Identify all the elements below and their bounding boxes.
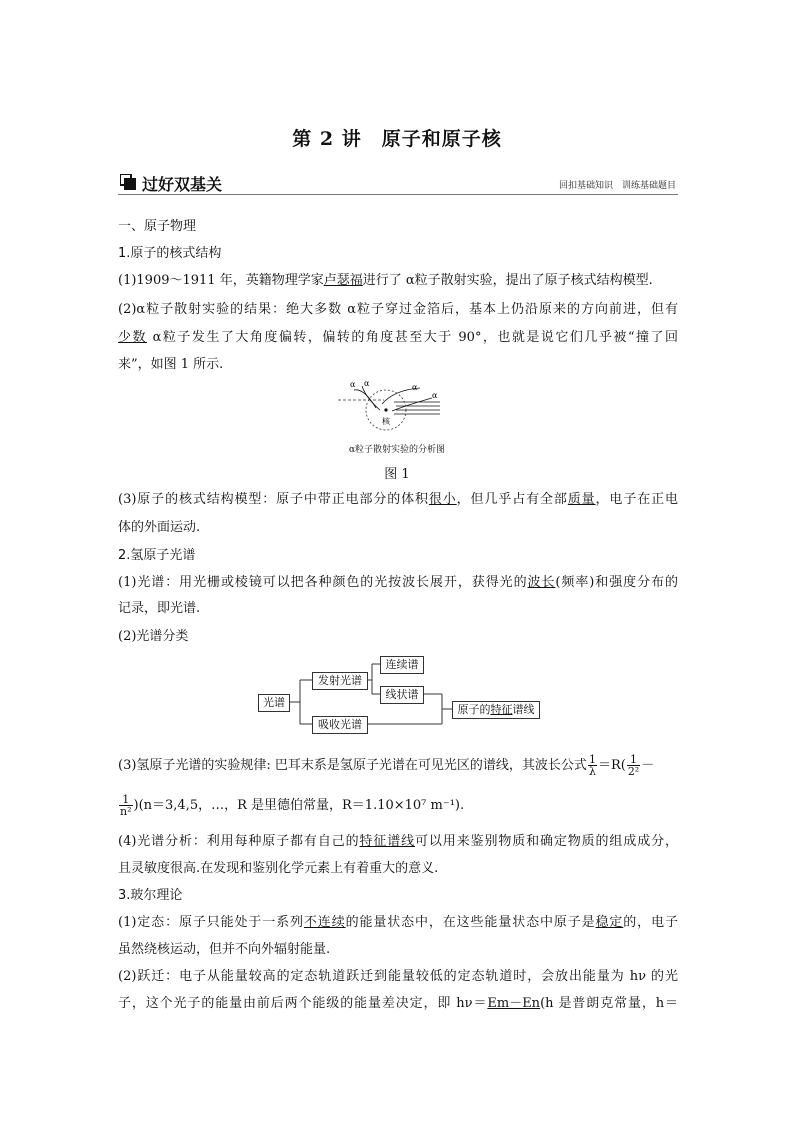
underlined-answer: 波长 xyxy=(527,575,556,590)
underlined-answer: 稳定 xyxy=(595,915,624,930)
numerator: 1 xyxy=(119,794,133,806)
fraction-one-over-n-squared xyxy=(119,794,133,817)
underlined-answer: 很小 xyxy=(428,492,457,507)
denominator: n² xyxy=(120,805,132,818)
tree-node-line: 线状谱 xyxy=(380,686,424,704)
denominator: λ xyxy=(588,765,596,778)
paragraph-8-line-1 xyxy=(118,915,678,931)
paragraph-7-line-1 xyxy=(118,834,678,850)
banner-subtitle: 回扣基础知识 训练基础题目 xyxy=(558,181,676,191)
text: α粒子发生了大角度偏转，偏转的角度甚至大于 90°，也就是说它们几乎被“撞了回 xyxy=(147,330,678,345)
text: (4)光谱分析：利用每种原子都有自己的 xyxy=(118,834,360,849)
text: ，但几乎占有全部 xyxy=(456,492,568,507)
text: ，电子在正电 xyxy=(595,492,678,507)
paragraph-1 xyxy=(118,273,678,289)
text: )(n＝3,4,5，…，R 是里德伯常量，R＝1.10×10⁷ m⁻¹). xyxy=(133,798,465,813)
text: － xyxy=(641,758,655,773)
underlined-answer: 少数 xyxy=(118,330,147,345)
tree-node-continuous: 连续谱 xyxy=(380,656,424,674)
page-title: 第 2 讲 原子和原子核 xyxy=(292,128,502,150)
numerator: 1 xyxy=(588,753,596,766)
paragraph-3-line-1 xyxy=(118,492,678,508)
banner-title: 过好双基关 xyxy=(142,175,223,194)
text: ＝R( xyxy=(597,758,626,773)
text: 谱线 xyxy=(512,703,535,716)
alpha-label: α xyxy=(350,380,356,389)
text: 子，这个光子的能量由前后两个能级的能量差决定，即 hν＝ xyxy=(118,996,488,1011)
text: (1)定态：原子只能处于一系列 xyxy=(118,915,304,930)
banner-square-icon xyxy=(120,174,136,190)
text: (频率)和强度分布的 xyxy=(555,575,678,590)
fraction-one-over-two-squared xyxy=(627,754,640,777)
underlined-answer: 质量 xyxy=(567,492,596,507)
fraction-one-over-lambda xyxy=(588,754,597,777)
tree-node-spectrum: 光谱 xyxy=(258,694,290,712)
text: (h 是普朗克常量，h＝ xyxy=(540,996,678,1011)
text: (3)原子的核式结构模型：原子中带正电部分的体积 xyxy=(118,492,429,507)
underlined-answer: 特征谱线 xyxy=(359,834,416,849)
underlined-answer: 不连续 xyxy=(303,915,346,930)
paragraph-9-line-1: (2)跃迁：电子从能量较高的定态轨道跃迁到能量较低的定态轨道时，会放出能量为 hν 的光 xyxy=(118,969,678,984)
subheading-hydrogen-spectrum: 2.氢原子光谱 xyxy=(118,548,196,563)
underlined-answer: 特征 xyxy=(490,703,513,716)
paragraph-2-line-3: 来”，如图 1 所示. xyxy=(118,357,224,372)
section-banner xyxy=(118,172,678,195)
paragraph-7-line-2: 且灵敏度很高.在发现和鉴别化学元素上有着重大的意义. xyxy=(118,861,439,876)
paragraph-2-line-1: (2)α粒子散射实验的结果：绝大多数 α粒子穿过金箔后，基本上仍沿原来的方向前进，但有 xyxy=(118,302,678,317)
nucleus-label: 核 xyxy=(382,417,390,426)
paragraph-6-line-2 xyxy=(118,794,678,817)
paragraph-4-line-2: 记录，即光谱. xyxy=(118,601,201,616)
underlined-answer: 卢瑟福 xyxy=(323,273,363,288)
numerator: 1 xyxy=(627,754,640,766)
tree-node-characteristic xyxy=(452,701,540,719)
text: 原子的 xyxy=(457,703,491,716)
paragraph-3-line-2: 体的外面运动. xyxy=(118,520,201,535)
spectrum-tree xyxy=(256,654,556,734)
text: 的能量状态中，在这些能量状态中原子是 xyxy=(345,915,596,930)
alpha-label: α xyxy=(412,383,418,392)
text: 可以用来鉴别物质和确定物质的组成成分， xyxy=(415,834,678,849)
tree-node-emission: 发射光谱 xyxy=(312,672,368,690)
alpha-scattering-diagram xyxy=(336,380,456,440)
subheading-nuclear-structure: 1.原子的核式结构 xyxy=(118,246,222,261)
text: (3)氢原子光谱的实验规律: 巴耳末系是氢原子光谱在可见光区的谱线，其波长公式 xyxy=(118,758,587,773)
paragraph-4-line-1 xyxy=(118,575,678,591)
figure-caption: α粒子散射实验的分析图 xyxy=(348,445,446,455)
text: 进行了 α粒子散射实验，提出了原子核式结构模型. xyxy=(362,273,653,288)
underlined-answer: Em－En xyxy=(487,996,541,1011)
heading-atomic-physics: 一、原子物理 xyxy=(118,219,197,234)
text: (1)光谱：用光栅或棱镜可以把各种颜色的光按波长展开，获得光的 xyxy=(118,575,528,590)
paragraph-8-line-2: 虽然绕核运动，但并不向外辐射能量. xyxy=(118,942,331,957)
paragraph-2-line-2 xyxy=(118,330,678,346)
figure-label: 图 1 xyxy=(384,467,410,482)
alpha-label: α xyxy=(364,380,370,388)
paragraph-5: (2)光谱分类 xyxy=(118,629,189,644)
tree-node-absorption: 吸收光谱 xyxy=(312,716,368,734)
text: 的，电子 xyxy=(623,915,678,930)
alpha-label: α xyxy=(432,391,438,400)
paragraph-9-line-2 xyxy=(118,996,678,1012)
denominator: 2² xyxy=(627,765,640,778)
subheading-bohr-theory: 3.玻尔理论 xyxy=(118,888,183,903)
text: (1)1909～1911 年，英籍物理学家 xyxy=(118,273,324,288)
paragraph-6-line-1 xyxy=(118,754,678,777)
